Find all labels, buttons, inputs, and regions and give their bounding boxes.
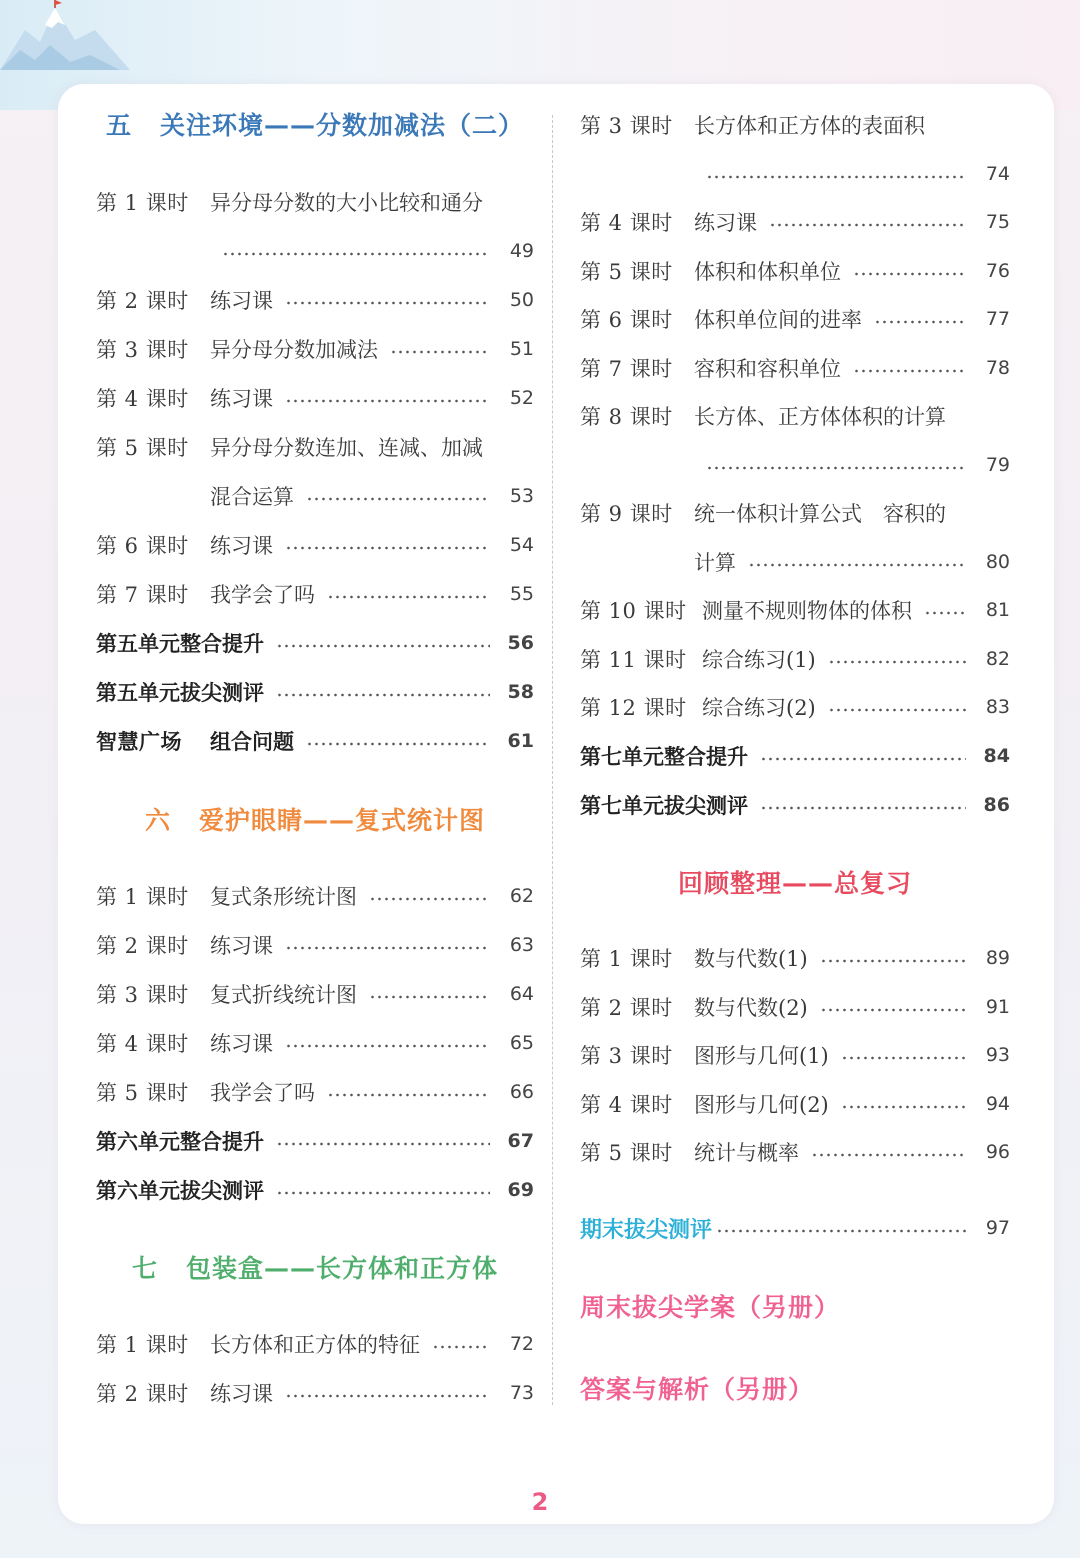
lesson-title: 综合练习(2) [702,696,816,720]
page-number: 62 [509,885,534,907]
lesson-number: 第 3 课时 [580,114,673,138]
lesson-number: 第 11 课时 [580,648,687,672]
toc-entry-continuation[interactable] [96,476,534,516]
unit-number: 五 [105,111,132,140]
page-number: 65 [509,1032,534,1054]
page-number: 75 [985,211,1010,233]
toc-entry-continuation[interactable] [96,231,534,271]
page-number: 63 [509,934,534,956]
page-number: 66 [509,1081,534,1103]
page-number: 84 [983,745,1010,767]
leader-dots [327,1091,490,1099]
leader-dots [760,755,966,763]
final-test-title: 期末拔尖测评 [580,1217,713,1243]
toc-entry-test[interactable] [580,785,1010,825]
lesson-number: 第 4 课时 [580,211,673,235]
toc-entry[interactable] [96,280,534,320]
leader-dots [285,397,490,405]
page-number: 64 [509,983,534,1005]
lesson-title: 数与代数(2) [694,996,808,1020]
toc-entry-continuation[interactable] [580,445,1010,485]
leader-dots [769,221,966,229]
lesson-number: 第 2 课时 [96,289,189,313]
leader-dots [748,561,966,569]
page-number: 89 [985,947,1010,969]
toc-entry[interactable] [96,876,534,916]
toc-entry[interactable] [96,427,534,467]
lesson-title: 统一体积计算公式 容积的 [694,502,946,526]
toc-entry[interactable] [96,574,534,614]
toc-entry-review[interactable] [96,623,534,663]
leader-dots [706,464,966,472]
toc-entry[interactable] [96,329,534,369]
page-number: 53 [509,485,534,507]
leader-dots [820,957,966,965]
lesson-title: 图形与几何(1) [694,1044,829,1068]
lesson-number: 第 5 课时 [580,260,673,284]
mountain-decoration-icon [0,0,140,80]
lesson-title: 复式条形统计图 [210,885,357,909]
section-title: 第五单元拔尖测评 [96,681,264,705]
section-title: 第七单元整合提升 [580,745,748,769]
leader-dots [853,367,966,375]
lesson-title: 统计与概率 [694,1141,799,1165]
toc-entry-test[interactable] [96,672,534,712]
lesson-number: 第 5 课时 [96,436,189,460]
lesson-number: 第 5 课时 [580,1141,673,1165]
lesson-title: 长方体和正方体的特征 [210,1333,420,1357]
section-title: 组合问题 [210,730,294,754]
leader-dots [285,299,490,307]
toc-entry[interactable] [580,202,1010,242]
lesson-number: 第 1 课时 [96,191,189,215]
toc-entry[interactable] [96,925,534,965]
toc-entry-wisdom[interactable] [96,721,534,761]
lesson-title: 数与代数(1) [694,947,808,971]
lesson-number: 第 2 课时 [96,934,189,958]
toc-entry[interactable] [580,493,1010,533]
page-number: 82 [985,648,1010,670]
page-number-footer: 2 [531,1488,549,1516]
page-number: 79 [985,454,1010,476]
review-title-text: 回顾整理——总复习 [677,869,912,898]
leader-dots [276,691,490,699]
toc-entry[interactable] [580,1132,1010,1172]
unit-title-5[interactable] [96,106,534,142]
leader-dots [811,1151,966,1159]
lesson-title: 测量不规则物体的体积 [702,599,912,623]
review-title[interactable] [580,864,1010,900]
leader-dots [285,1042,490,1050]
lesson-title: 练习课 [210,1032,273,1056]
page-number: 78 [985,357,1010,379]
toc-entry[interactable] [96,378,534,418]
toc-entry[interactable] [580,938,1010,978]
lesson-number: 第 2 课时 [580,996,673,1020]
lesson-title-continued: 混合运算 [210,485,294,509]
leader-dots [276,1189,490,1197]
toc-entry-continuation[interactable] [580,154,1010,194]
leader-dots [369,895,490,903]
toc-entry[interactable] [580,639,1010,679]
leader-dots [276,642,490,650]
lesson-number: 第 1 课时 [580,947,673,971]
lesson-number: 第 6 课时 [96,534,189,558]
page-number: 91 [985,996,1010,1018]
unit-title-text: 关注环境——分数加减法（二） [160,111,525,140]
lesson-title: 综合练习(1) [702,648,816,672]
page-number: 69 [507,1179,534,1201]
page-number: 74 [985,163,1010,185]
lesson-title: 练习课 [210,387,273,411]
lesson-title: 长方体和正方体的表面积 [694,114,925,138]
leader-dots [285,1392,490,1400]
page-number: 58 [507,681,534,703]
toc-entry[interactable] [580,987,1010,1027]
unit-title-text: 爱护眼睛——复式统计图 [199,806,486,835]
lesson-number: 第 7 课时 [580,357,673,381]
lesson-number: 第 12 课时 [580,696,687,720]
unit-number: 七 [131,1254,158,1283]
leader-dots [828,658,966,666]
unit-title-7[interactable] [96,1249,534,1285]
lesson-title: 练习课 [210,934,273,958]
leader-dots [874,318,966,326]
lesson-title: 练习课 [210,289,273,313]
lesson-number: 第 6 课时 [580,308,673,332]
page-number: 52 [509,387,534,409]
toc-entry-test[interactable] [96,1170,534,1210]
page-number: 97 [985,1217,1010,1239]
lesson-title: 图形与几何(2) [694,1093,829,1117]
lesson-title: 异分母分数的大小比较和通分 [210,191,483,215]
lesson-title: 长方体、正方体体积的计算 [694,405,946,429]
lesson-title: 练习课 [210,534,273,558]
page-number: 61 [507,730,534,752]
toc-entry[interactable] [580,348,1010,388]
lesson-number: 第 4 课时 [96,387,189,411]
page-number: 81 [985,599,1010,621]
lesson-title: 体积单位间的进率 [694,308,862,332]
toc-entry[interactable] [96,974,534,1014]
leader-dots [285,944,490,952]
unit-number: 六 [144,806,171,835]
page-number: 55 [509,583,534,605]
leader-dots [285,544,490,552]
toc-entry[interactable] [96,1023,534,1063]
page-number: 77 [985,308,1010,330]
page-number: 67 [507,1130,534,1152]
page-number: 72 [509,1333,534,1355]
page-number: 80 [985,551,1010,573]
lesson-title: 体积和体积单位 [694,260,841,284]
lesson-number: 第 4 课时 [96,1032,189,1056]
section-title: 第七单元拔尖测评 [580,794,748,818]
toc-entry-continuation[interactable] [580,542,1010,582]
lesson-number: 第 3 课时 [580,1044,673,1068]
lesson-title-continued: 计算 [694,551,736,575]
leader-dots [716,1227,966,1235]
page-number: 49 [509,240,534,262]
page-number: 56 [507,632,534,654]
unit-title-text: 包装盒——长方体和正方体 [186,1254,499,1283]
leader-dots [327,593,490,601]
page-number: 93 [985,1044,1010,1066]
toc-entry[interactable] [580,251,1010,291]
leader-dots [853,270,966,278]
page-number: 73 [509,1382,534,1404]
toc-entry[interactable] [96,182,534,222]
leader-dots [276,1140,490,1148]
toc-entry[interactable] [580,1035,1010,1075]
lesson-number: 第 1 课时 [96,1333,189,1357]
toc-entry[interactable] [580,299,1010,339]
lesson-title: 异分母分数加减法 [210,338,378,362]
toc-entry[interactable] [580,105,1010,145]
lesson-title: 我学会了吗 [210,1081,315,1105]
lesson-number: 第 3 课时 [96,983,189,1007]
lesson-title: 我学会了吗 [210,583,315,607]
page-number: 50 [509,289,534,311]
page-number: 83 [985,696,1010,718]
lesson-number: 第 3 课时 [96,338,189,362]
section-title: 第六单元整合提升 [96,1130,264,1154]
toc-entry[interactable] [96,525,534,565]
leader-dots [820,1006,966,1014]
lesson-number: 第 4 课时 [580,1093,673,1117]
lesson-number: 第 9 课时 [580,502,673,526]
toc-entry-review[interactable] [96,1121,534,1161]
answers-booklet-link[interactable]: 答案与解析（另册） [580,1375,815,1404]
lesson-number: 第 2 课时 [96,1382,189,1406]
page-number: 96 [985,1141,1010,1163]
page-number: 76 [985,260,1010,282]
leader-dots [222,250,490,258]
lesson-number: 第 8 课时 [580,405,673,429]
unit-title-6[interactable] [96,801,534,837]
weekend-booklet-link[interactable]: 周末拔尖学案（另册） [580,1293,841,1322]
column-divider [552,115,553,1405]
leader-dots [369,993,490,1001]
leader-dots [924,609,966,617]
page-number: 86 [983,794,1010,816]
leader-dots [306,740,490,748]
toc-entry[interactable] [580,1084,1010,1124]
toc-entry-final-test[interactable] [580,1208,1010,1248]
toc-entry[interactable] [96,1072,534,1112]
lesson-title: 练习课 [694,211,757,235]
leader-dots [706,173,966,181]
leader-dots [760,804,966,812]
section-title: 第六单元拔尖测评 [96,1179,264,1203]
lesson-title: 复式折线统计图 [210,983,357,1007]
leader-dots [390,348,490,356]
toc-entry-review[interactable] [580,736,1010,776]
page-number: 54 [509,534,534,556]
lesson-title: 练习课 [210,1382,273,1406]
section-title: 第五单元整合提升 [96,632,264,656]
toc-entry[interactable] [96,1373,534,1413]
leader-dots [306,495,490,503]
toc-entry[interactable] [96,1324,534,1364]
leader-dots [841,1103,966,1111]
lesson-title: 容积和容积单位 [694,357,841,381]
leader-dots [841,1054,966,1062]
lesson-number: 第 10 课时 [580,599,687,623]
toc-entry[interactable] [580,396,1010,436]
leader-dots [828,706,966,714]
page-number: 94 [985,1093,1010,1115]
lesson-number: 第 7 课时 [96,583,189,607]
leader-dots [432,1343,490,1351]
section-label: 智慧广场 [96,730,182,754]
toc-entry[interactable] [580,687,1010,727]
page-number: 51 [509,338,534,360]
lesson-number: 第 5 课时 [96,1081,189,1105]
lesson-title: 异分母分数连加、连减、加减 [210,436,483,460]
toc-entry[interactable] [580,590,1010,630]
lesson-number: 第 1 课时 [96,885,189,909]
